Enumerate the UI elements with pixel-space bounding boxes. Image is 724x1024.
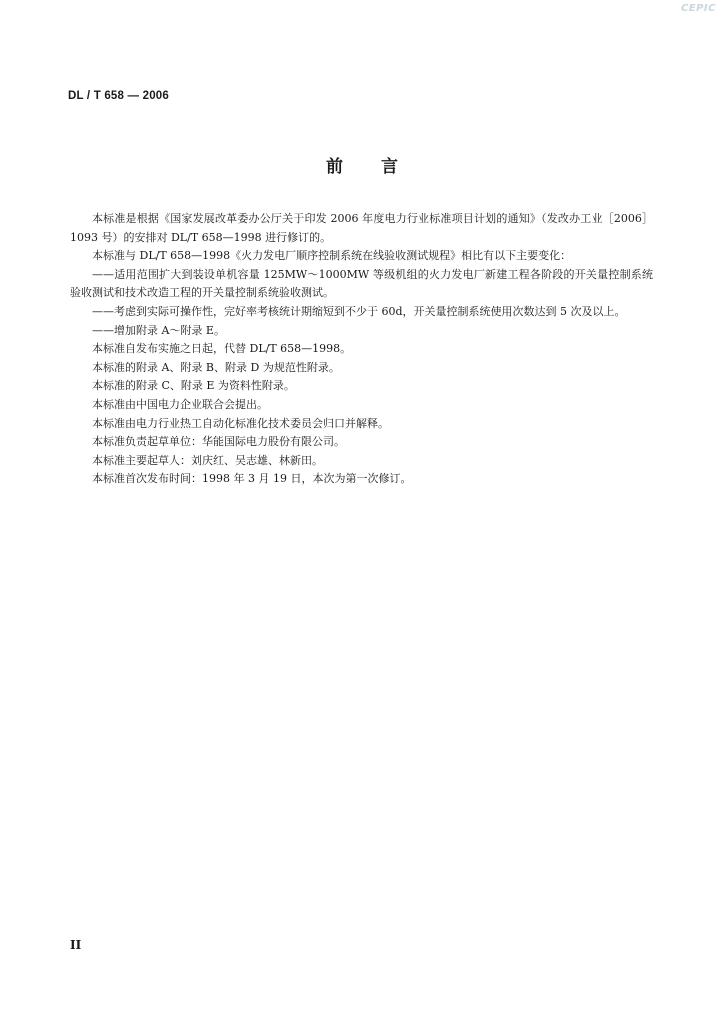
paragraph-replaces: 本标准自发布实施之日起，代替 DL/T 658—1998。 xyxy=(92,342,352,356)
page-title: 前言 xyxy=(326,157,436,177)
cepic-watermark: CEPIC xyxy=(680,3,716,14)
page-number: II xyxy=(70,938,82,952)
paragraph-basis: 本标准是根据《国家发展改革委办公厅关于印发 2006 年度电力行业标准项目计划的通知》（发改办工业［2006］1093 号）的安排对 DL/T 658—1998 进行修订的。 xyxy=(70,212,653,244)
paragraph-change-appendix: ——增加附录 A～附录 E。 xyxy=(92,323,225,337)
paragraph-release-time: 本标准首次发布时间：1998 年 3 月 19 日，本次为第一次修订。 xyxy=(92,472,412,486)
standard-number: DL / T 658 — 2006 xyxy=(68,90,169,102)
foreword-body xyxy=(70,210,653,489)
paragraph-drafters: 本标准主要起草人：刘庆红、吴志雄、林新田。 xyxy=(92,453,323,467)
paragraph-normative-appendix: 本标准的附录 A、附录 B、附录 D 为规范性附录。 xyxy=(92,360,340,374)
paragraph-informative-appendix: 本标准的附录 C、附录 E 为资料性附录。 xyxy=(92,379,295,393)
paragraph-proposer: 本标准由中国电力企业联合会提出。 xyxy=(92,397,268,411)
paragraph-drafting-unit: 本标准负责起草单位：华能国际电力股份有限公司。 xyxy=(92,435,345,449)
paragraph-changes-intro: 本标准与 DL/T 658—1998《火力发电厂顺序控制系统在线验收测试规程》相比有以下主要变化： xyxy=(92,249,572,263)
paragraph-change-scope: ——适用范围扩大到装设单机容量 125MW～1000MW 等级机组的火力发电厂新建工程各阶段的开关量控制系统验收测试和技术改造工程的开关量控制系统验收测试。 xyxy=(70,267,653,300)
paragraph-change-period: ——考虑到实际可操作性，完好率考核统计期缩短到不少于 60d，开关量控制系统使用次数达到 5 次及以上。 xyxy=(92,304,626,318)
paragraph-administrator: 本标准由电力行业热工自动化标准化技术委员会归口并解释。 xyxy=(92,416,389,430)
